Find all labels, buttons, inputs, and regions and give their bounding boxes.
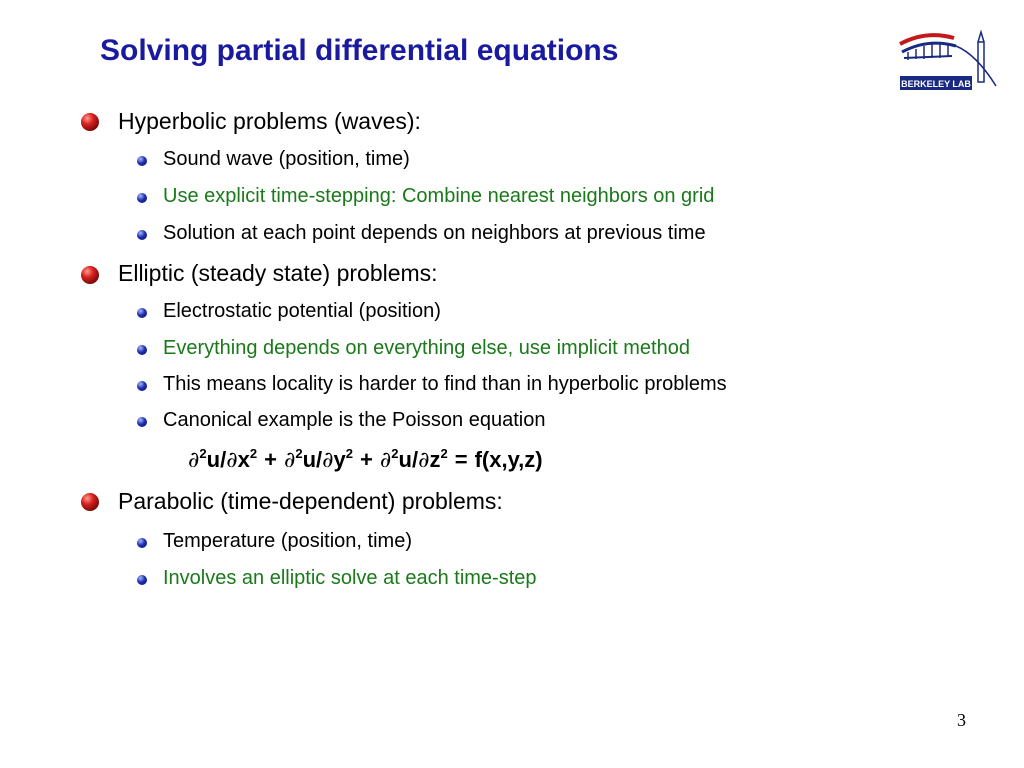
heading-elliptic: Elliptic (steady state) problems: [118, 260, 438, 286]
list-item: Solution at each point depends on neighbors at previous time [163, 222, 706, 244]
list-item: Involves an elliptic solve at each time-step [163, 567, 537, 589]
berkeley-lab-logo [896, 26, 1000, 98]
sub-bullet [137, 381, 147, 391]
slide-title: Solving partial differential equations [100, 34, 619, 67]
list-item: This means locality is harder to find than in hyperbolic problems [163, 373, 727, 395]
page-number: 3 [957, 710, 966, 730]
heading-hyperbolic: Hyperbolic problems (waves): [118, 108, 421, 134]
bullet-hyperbolic [81, 113, 99, 131]
bullet-elliptic [81, 266, 99, 284]
sub-bullet [137, 345, 147, 355]
heading-parabolic: Parabolic (time-dependent) problems: [118, 488, 503, 514]
sub-bullet [137, 230, 147, 240]
sub-bullet [137, 308, 147, 318]
bullet-parabolic [81, 493, 99, 511]
list-item: Canonical example is the Poisson equation [163, 409, 546, 431]
list-item: Temperature (position, time) [163, 530, 412, 552]
sub-bullet [137, 156, 147, 166]
list-item: Everything depends on everything else, use implicit method [163, 337, 690, 359]
list-item: Electrostatic potential (position) [163, 300, 441, 322]
poisson-equation: $\partial^2u/\partial x^2 + \partial^2u/\partial y^2 + \partial^2u/\partial z^2 = f(x,y,z)$ [188, 446, 543, 473]
list-item: Use explicit time-stepping: Combine nearest neighbors on grid [163, 185, 715, 207]
sub-bullet [137, 575, 147, 585]
logo-text: BERKELEY LAB [901, 79, 971, 89]
sub-bullet [137, 417, 147, 427]
sub-bullet [137, 193, 147, 203]
sub-bullet [137, 538, 147, 548]
list-item: Sound wave (position, time) [163, 148, 410, 170]
